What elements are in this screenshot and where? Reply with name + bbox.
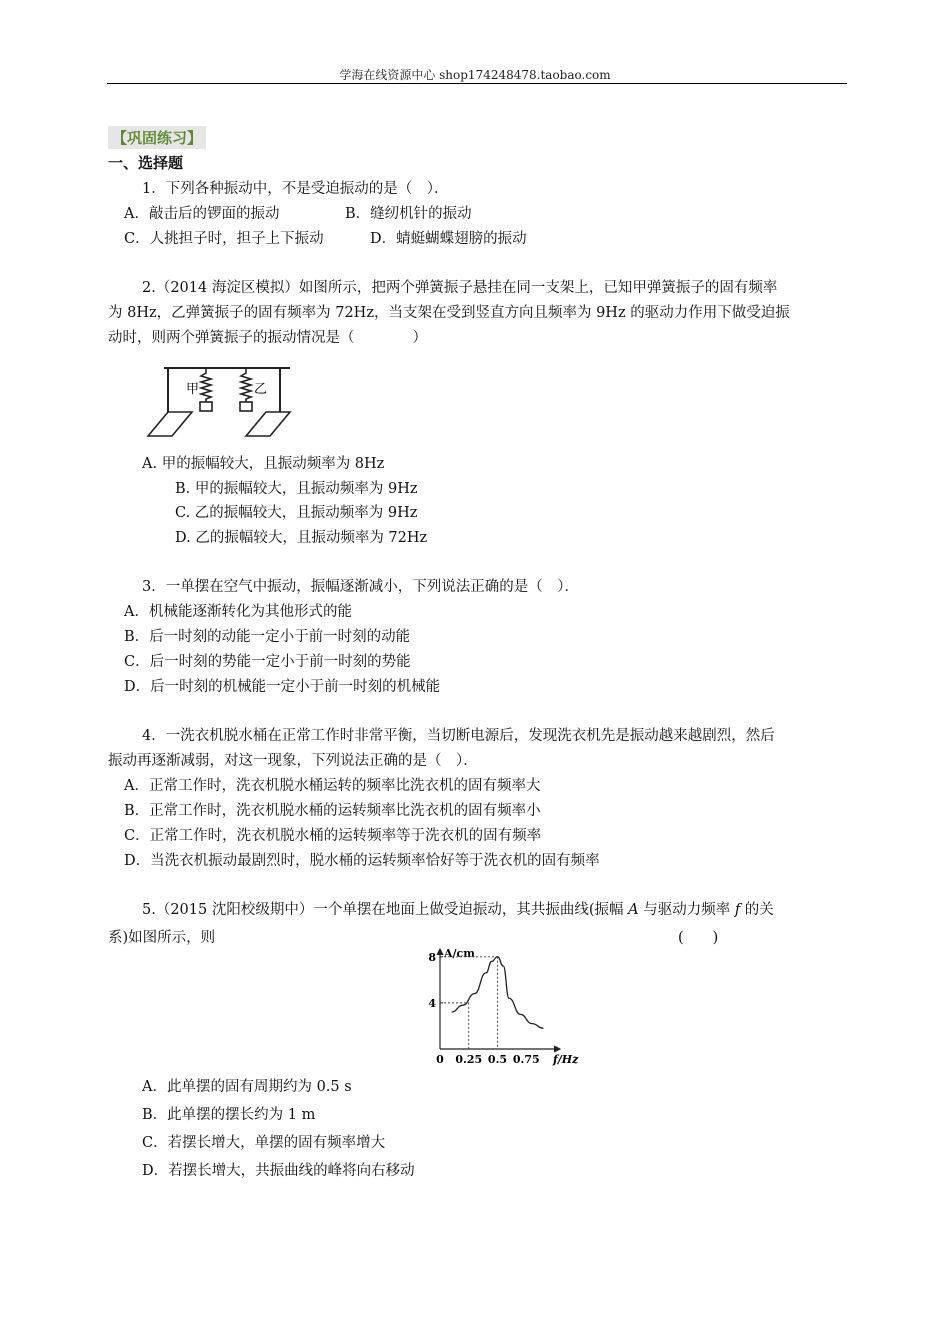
q3-option-c: C．后一时刻的势能一定小于前一时刻的势能 — [124, 654, 411, 670]
q3-option-d: D．后一时刻的机械能一定小于前一时刻的机械能 — [124, 679, 441, 695]
q5-option-c: C．若摆长增大，单摆的固有频率增大 — [142, 1135, 386, 1151]
spring-oscillator-figure — [140, 360, 300, 442]
y-tick-label: 4 — [428, 996, 436, 1010]
header-divider — [107, 83, 847, 84]
q2-stem-line-2: 为 8Hz，乙弹簧振子的固有频率为 72Hz，当支架在受到竖直方向且频率为 9Hz 的驱动力作用下做受迫振 — [108, 305, 790, 321]
q4-stem-line-1: 4．一洗衣机脱水桶在正常工作时非常平衡，当切断电源后，发现洗衣机先是振动越来越剧烈，然后 — [142, 728, 775, 744]
q4-option-b: B．正常工作时，洗衣机脱水桶的运转频率比洗衣机的固有频率小 — [124, 803, 541, 819]
y-axis-label: A/cm — [444, 947, 475, 960]
q4-option-a: A．正常工作时，洗衣机脱水桶运转的频率比洗衣机的固有频率大 — [124, 778, 541, 794]
x-tick-label: 0 — [436, 1053, 444, 1066]
q5-stem-part-a: 5.（2015 沈阳校级期中）一个单摆在地面上做受迫振动，其共振曲线(振幅 — [142, 902, 629, 918]
x-tick-label: 0.5 — [487, 1053, 508, 1066]
q2-option-c: C. 乙的振幅较大，且振动频率为 9Hz — [175, 505, 418, 521]
spring-left — [201, 368, 211, 402]
q4-stem-line-2: 振动再逐渐减弱，对这一现象，下列说法正确的是（ ）． — [108, 753, 478, 769]
q1-option-d: D．蜻蜓蝴蝶翅膀的振动 — [370, 231, 527, 247]
base-right — [246, 412, 290, 436]
page-header: 学海在线资源中心 shop174248478.taobao.com — [339, 68, 611, 82]
resonance-chart — [420, 945, 579, 1070]
q5-symbol-f: f — [734, 902, 741, 918]
q5-stem-line-2: 系)如图所示，则 — [108, 930, 216, 946]
support-frame — [164, 368, 290, 418]
mass-right — [240, 402, 252, 411]
section-heading: 一、选择题 — [108, 154, 184, 172]
q3-option-a: A．机械能逐渐转化为其他形式的能 — [124, 604, 352, 620]
q2-option-a: A. 甲的振幅较大，且振动频率为 8Hz — [142, 456, 385, 472]
q5-stem-part-c: 的关 — [740, 902, 774, 918]
q4-option-d: D．当洗衣机振动最剧烈时，脱水桶的运转频率恰好等于洗衣机的固有频率 — [124, 853, 600, 869]
label-jia: 甲 — [186, 382, 200, 397]
x-axis-label: f/Hz — [553, 1053, 579, 1066]
q5-answer-bracket: ( ) — [678, 930, 719, 946]
q2-stem-line-1: 2.（2014 海淀区模拟）如图所示，把两个弹簧振子悬挂在同一支架上，已知甲弹簧振子的固有频率 — [142, 280, 778, 296]
x-tick-label: 0.25 — [455, 1053, 483, 1066]
q5-stem-part-b: 与驱动力频率 — [638, 902, 735, 918]
y-tick-label: 8 — [428, 950, 436, 964]
section-tag: 【巩固练习】 — [108, 126, 206, 149]
label-yi: 乙 — [254, 382, 268, 397]
q5-option-d: D．若摆长增大，共振曲线的峰将向右移动 — [142, 1163, 415, 1179]
q1-option-b: B．缝纫机针的振动 — [345, 206, 472, 222]
q5-option-a: A．此单摆的固有周期约为 0.5 s — [142, 1079, 352, 1095]
q1-option-c: C．人挑担子时，担子上下振动 — [124, 231, 324, 247]
q4-option-c: C．正常工作时，洗衣机脱水桶的运转频率等于洗衣机的固有频率 — [124, 828, 542, 844]
q5-symbol-a: A — [628, 902, 639, 918]
x-tick-label: 0.75 — [512, 1053, 540, 1066]
q5-stem-line-1 — [142, 898, 774, 919]
q5-option-b: B．此单摆的摆长约为 1 m — [142, 1107, 316, 1123]
base-left — [148, 412, 192, 436]
q1-stem: 1．下列各种振动中，不是受迫振动的是（ ）． — [142, 181, 449, 197]
spring-right — [241, 368, 251, 402]
q2-stem-line-3: 动时，则两个弹簧振子的振动情况是（ ） — [108, 330, 427, 346]
q2-option-d: D. 乙的振幅较大，且振动频率为 72Hz — [175, 530, 428, 546]
q3-stem: 3．一单摆在空气中振动，振幅逐渐减小，下列说法正确的是（ ）． — [142, 579, 579, 595]
mass-left — [200, 402, 212, 411]
q1-option-a: A．敲击后的锣面的振动 — [124, 206, 280, 222]
q3-option-b: B．后一时刻的动能一定小于前一时刻的动能 — [124, 629, 411, 645]
q2-option-b: B. 甲的振幅较大，且振动频率为 9Hz — [175, 481, 418, 497]
